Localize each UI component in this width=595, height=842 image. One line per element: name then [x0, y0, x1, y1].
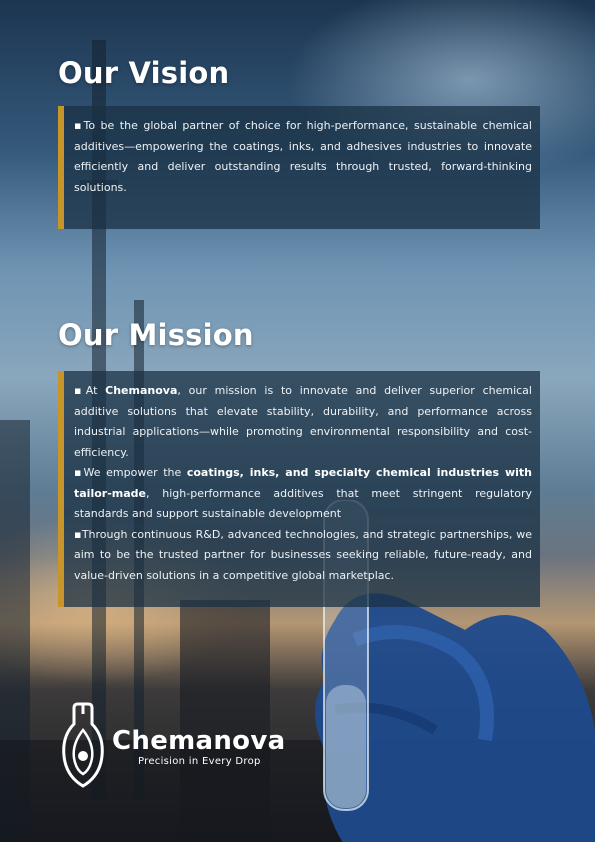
bullet: ▪ — [74, 384, 86, 397]
mission-panel — [58, 371, 540, 607]
bullet: ▪ — [74, 119, 84, 132]
mission-text: Through continuous R&D, advanced technologies, and strategic partnerships, we aim to be the trusted partner for businesses seeking reliable, future-ready, and value-driven solutions in a competitive global marketplac. — [74, 527, 532, 582]
mission-paragraph-3 — [74, 525, 532, 587]
mission-text: , our mission is to innovate and deliver superior chemical additive solutions that elevate stability, durability, and performance across industrial applications—while promoting environmental responsibility and cost-efficiency. — [74, 384, 532, 459]
brand-logo — [60, 700, 320, 780]
bullet: ▪ — [74, 527, 82, 541]
mission-highlight: coatings, inks, and specialty chemical industries with tailor-made — [74, 466, 532, 500]
mission-text: We empower the — [83, 466, 187, 479]
mission-paragraph-1 — [74, 381, 532, 463]
mission-text: At — [85, 384, 106, 397]
mission-text: , high-performance additives that meet stringent regulatory standards and support sustainable development — [74, 486, 532, 520]
mission-paragraph-2 — [74, 463, 532, 525]
bullet: ▪ — [74, 466, 84, 479]
vision-panel — [58, 106, 540, 229]
brand-name: Chemanova — [112, 726, 286, 756]
mission-heading: Our Mission — [58, 318, 254, 352]
vision-heading: Our Vision — [58, 56, 230, 90]
mission-brand-name: Chemanova — [105, 384, 178, 397]
brand-tagline: Precision in Every Drop — [138, 756, 261, 767]
vision-text — [74, 116, 532, 198]
drop-logo-icon — [60, 700, 106, 790]
vision-statement: To be the global partner of choice for high-performance, sustainable chemical additives—empowering the coatings, inks, and adhesives industries to innovate efficiently and deliver outstanding results through trusted, forward-thinking solutions. — [74, 119, 532, 194]
